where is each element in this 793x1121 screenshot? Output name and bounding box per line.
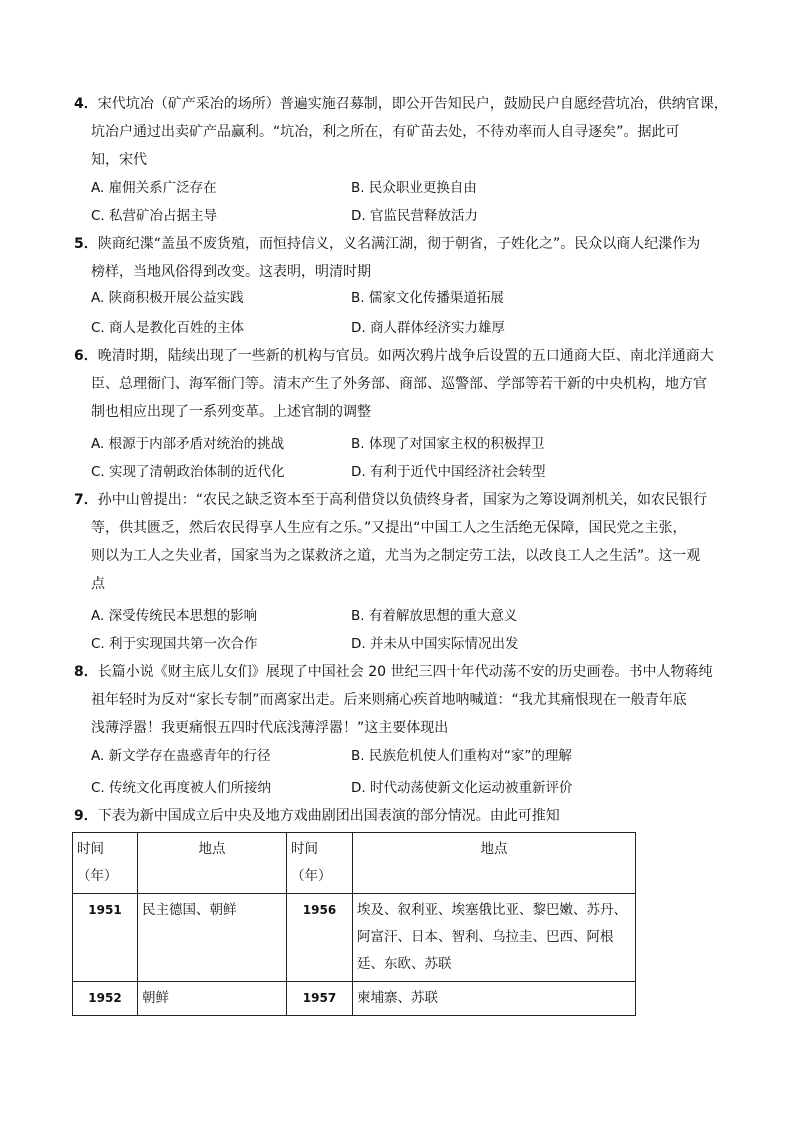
question-text-line: 坑冶户通过出卖矿产品赢利。“坑冶，利之所在，有矿苗去处，不待劝率而人自寻逐矣”。据此可 [91,124,680,140]
option-b[interactable]: B. 民族危机使人们重构对“家”的理解 [351,748,572,764]
table-header-cell: 时间（年） [73,833,138,894]
option-a[interactable]: A. 雇佣关系广泛存在 [91,180,217,196]
option-b[interactable]: B. 民众职业更换自由 [351,180,477,196]
question-text-line: 点 [91,576,105,592]
table-header-row [73,833,636,894]
option-d[interactable]: D. 有利于近代中国经济社会转型 [351,464,546,480]
question-number: 8． [74,664,98,680]
table-header-cell: 时间（年） [287,833,353,894]
option-b[interactable]: B. 儒家文化传播渠道拓展 [351,290,504,306]
question-text-line: 臣、总理衙门、海军衙门等。清末产生了外务部、商部、巡警部、学部等若干新的中央机构，地方官 [91,376,707,392]
table-cell-place: 民主德国、朝鲜 [138,894,287,982]
table-cell-year: 1957 [287,982,353,1016]
table-cell-place: 柬埔寨、苏联 [353,982,636,1016]
table-cell-year: 1956 [287,894,353,982]
table-cell-place: 埃及、叙利亚、埃塞俄比亚、黎巴嫩、苏丹、阿富汗、日本、智利、乌拉圭、巴西、阿根廷、东欧、苏联 [353,894,636,982]
question-text-line: 晚清时期，陆续出现了一些新的机构与官员。如两次鸦片战争后设置的五口通商大臣、南北洋通商大 [97,348,714,364]
option-c[interactable]: C. 私营矿冶占据主导 [91,208,218,224]
option-a[interactable]: A. 根源于内部矛盾对统治的挑战 [91,436,285,452]
table-row [73,894,636,982]
question-text-line: 孙中山曾提出：“农民之缺乏资本至于高利借贷以负债终身者，国家为之筹设调剂机关，如农民银行 [97,492,708,508]
option-d[interactable]: D. 时代动荡使新文化运动被重新评价 [351,780,573,796]
table-header-cell: 地点 [353,833,636,894]
option-d[interactable]: D. 并未从中国实际情况出发 [351,636,519,652]
option-c[interactable]: C. 利于实现国共第一次合作 [91,636,258,652]
question-number: 4． [74,96,98,112]
option-d[interactable]: D. 商人群体经济实力雄厚 [351,320,505,336]
table-cell-year: 1951 [73,894,138,982]
table-row [73,982,636,1016]
option-a[interactable]: A. 新文学存在蛊惑青年的行径 [91,748,271,764]
question-text-line: 宋代坑冶（矿产采冶的场所）普遍实施召募制，即公开告知民户，鼓励民户自愿经营坑冶，供纳官课， [97,96,728,112]
table-cell-place: 朝鲜 [138,982,287,1016]
table-header-cell: 地点 [138,833,287,894]
question-text-line: 知，宋代 [91,152,147,168]
performance-table [72,832,636,1016]
question-text-line: 榜样，当地风俗得到改变。这表明，明清时期 [91,264,371,280]
question-text-line: 陕商纪渫“盖虽不废货殖，而恒持信义，义名满江湖，彻于朝省，子姓化之”。民众以商人纪渫作为 [97,236,701,252]
question-number: 7． [74,492,98,508]
question-number: 9． [74,808,98,824]
question-text-line: 则以为工人之失业者，国家当为之谋救济之道，尤当为之制定劳工法，以改良工人之生活”。这一观 [91,548,701,564]
question-text-line: 等，供其匮乏，然后农民得享人生应有之乐。”又提出“中国工人之生活绝无保障，国民党之主张， [91,520,687,536]
question-text-line: 下表为新中国成立后中央及地方戏曲剧团出国表演的部分情况。由此可推知 [97,808,560,824]
option-c[interactable]: C. 传统文化再度被人们所接纳 [91,780,272,796]
question-text-line: 祖年轻时为反对“家长专制”而离家出走。后来则痛心疾首地呐喊道：“我尤其痛恨现在一般青年底 [91,692,687,708]
option-c[interactable]: C. 实现了清朝政治体制的近代化 [91,464,285,480]
question-text-line: 长篇小说《财主底儿女们》展现了中国社会 20 世纪三四十年代动荡不安的历史画卷。书中人物蒋纯 [97,664,713,680]
table-cell-year: 1952 [73,982,138,1016]
option-a[interactable]: A. 陕商积极开展公益实践 [91,290,244,306]
option-c[interactable]: C. 商人是教化百姓的主体 [91,320,245,336]
question-number: 6． [74,348,98,364]
option-b[interactable]: B. 体现了对国家主权的积极捍卫 [351,436,545,452]
question-number: 5． [74,236,98,252]
option-d[interactable]: D. 官监民营释放活力 [351,208,478,224]
question-text-line: 制也相应出现了一系列变革。上述官制的调整 [91,404,371,420]
question-text-line: 浅薄浮嚣！我更痛恨五四时代底浅薄浮嚣！”这主要体现出 [91,720,449,736]
option-b[interactable]: B. 有着解放思想的重大意义 [351,608,518,624]
option-a[interactable]: A. 深受传统民本思想的影响 [91,608,258,624]
